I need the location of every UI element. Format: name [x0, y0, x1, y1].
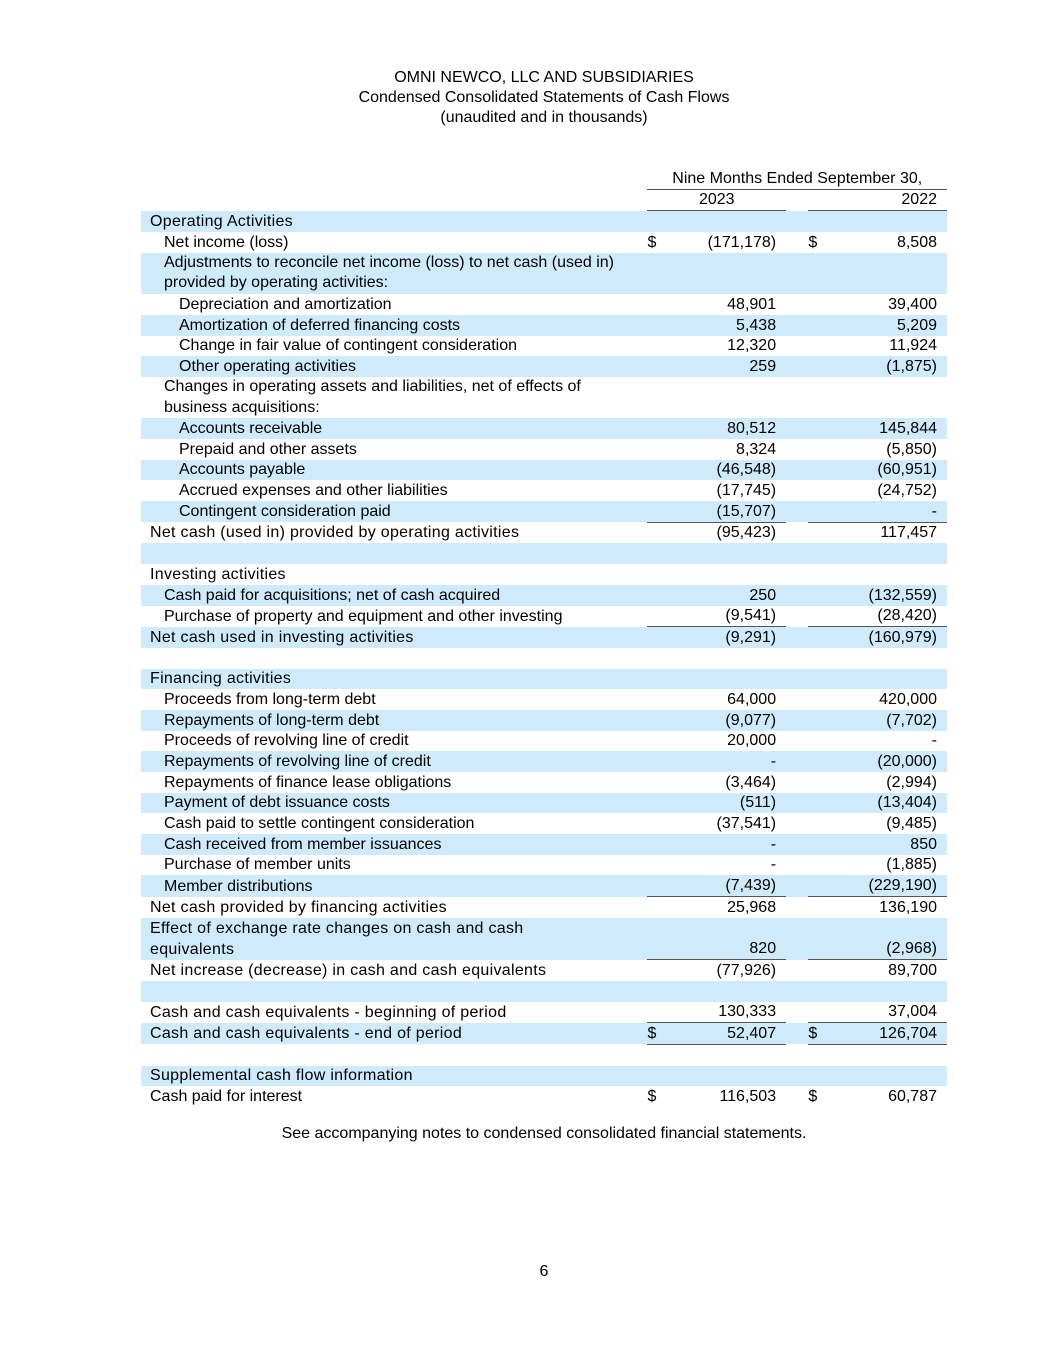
year-2022-header: 2022	[808, 189, 947, 211]
value-2022: (132,559)	[818, 585, 947, 606]
value-2022: (28,420)	[818, 606, 947, 627]
period-header-row	[141, 168, 947, 189]
row-label: Payment of debt issuance costs	[141, 793, 647, 814]
row-label: Repayments of finance lease obligations	[164, 773, 452, 791]
row-label: Accrued expenses and other liabilities	[179, 482, 448, 500]
value-2023: 80,512	[657, 418, 786, 439]
operating-total-label: Net cash (used in) provided by operating activities	[150, 524, 520, 542]
table-row	[141, 793, 947, 814]
fx-effect-label-line2: equivalents	[141, 939, 647, 960]
table-row	[141, 232, 947, 253]
currency-symbol: $	[808, 1023, 818, 1045]
fx-effect-label-line1: Effect of exchange rate changes on cash and cash	[141, 918, 647, 939]
interest-label: Cash paid for interest	[150, 1088, 303, 1105]
value-2023: 116,503	[719, 1088, 777, 1105]
table-row	[141, 813, 947, 834]
table-row	[141, 834, 947, 855]
supplemental-heading: Supplemental cash flow information	[141, 1066, 647, 1087]
table-row	[141, 585, 947, 606]
value-2022: 8,508	[896, 233, 937, 251]
row-label: Change in fair value of contingent consideration	[179, 337, 517, 355]
cash-end-label: Cash and cash equivalents - end of period	[141, 1023, 647, 1045]
section-heading-row	[141, 1066, 947, 1087]
currency-symbol: $	[647, 233, 657, 251]
value-2023: 259	[657, 356, 786, 377]
value-2022: 145,844	[818, 418, 947, 439]
value-2022: (9,485)	[886, 815, 937, 833]
row-label: Member distributions	[141, 875, 647, 896]
subheading-row	[141, 253, 947, 294]
table-row	[141, 315, 947, 336]
total-row	[141, 1023, 947, 1045]
value-2023: 8,324	[736, 440, 777, 458]
total-row	[141, 522, 947, 543]
table-row	[141, 772, 947, 793]
value-2023: (7,439)	[657, 875, 786, 896]
row-label: Cash received from member issuances	[141, 834, 647, 855]
table-row	[141, 439, 947, 460]
value-2023: 52,407	[657, 1023, 786, 1045]
spacer-row	[141, 543, 947, 564]
table-row	[141, 480, 947, 501]
value-2023: 820	[657, 939, 786, 960]
row-label: Accounts receivable	[141, 418, 647, 439]
financing-total-label: Net cash provided by financing activities	[150, 898, 447, 916]
row-label: Proceeds from long-term debt	[164, 690, 376, 708]
value-2022: 37,004	[818, 1002, 947, 1023]
value-2023: 64,000	[727, 690, 777, 708]
value-2023: 5,438	[657, 315, 786, 336]
value-2022: (2,968)	[818, 939, 947, 960]
adjustments-heading: Adjustments to reconcile net income (loss) to net cash (used in) provided by operating activities:	[141, 253, 647, 294]
value-2023: 25,968	[727, 898, 777, 916]
value-2022: 420,000	[879, 690, 937, 708]
value-2023: -	[657, 751, 786, 772]
row-label: Repayments of long-term debt	[141, 710, 647, 731]
value-2022: (2,994)	[886, 773, 937, 791]
table-row	[141, 418, 947, 439]
table-row	[141, 751, 947, 772]
value-2023: (3,464)	[725, 773, 777, 791]
currency-symbol: $	[647, 1088, 657, 1105]
value-2023: (95,423)	[716, 524, 777, 542]
value-2023: -	[657, 834, 786, 855]
value-2022: 89,700	[888, 961, 937, 979]
total-row	[141, 627, 947, 648]
row-label: Accounts payable	[141, 460, 647, 481]
spacer-row	[141, 981, 947, 1002]
row-label: Other operating activities	[141, 356, 647, 377]
year-2023-header: 2023	[647, 189, 786, 211]
subheading-row	[141, 377, 947, 418]
value-2023: (511)	[657, 793, 786, 814]
fx-effect-row	[141, 939, 947, 960]
value-2022: (7,702)	[818, 710, 947, 731]
value-2023: 20,000	[727, 732, 777, 750]
total-row	[141, 960, 947, 981]
row-label: Repayments of revolving line of credit	[141, 751, 647, 772]
table-row	[141, 710, 947, 731]
value-2022: (5,850)	[886, 440, 937, 458]
table-row	[141, 460, 947, 481]
value-2023: (9,291)	[657, 627, 786, 648]
table-row	[141, 356, 947, 377]
table-row	[141, 1002, 947, 1023]
value-2022: 60,787	[888, 1088, 937, 1105]
financing-heading: Financing activities	[141, 669, 647, 690]
value-2022: (229,190)	[818, 875, 947, 896]
value-2022: (1,875)	[818, 356, 947, 377]
currency-symbol: $	[647, 1023, 657, 1045]
row-label: Cash paid for acquisitions; net of cash acquired	[141, 585, 647, 606]
net-change-label: Net increase (decrease) in cash and cash equivalents	[150, 961, 547, 979]
table-row	[141, 875, 947, 896]
value-2023: -	[770, 856, 777, 874]
spacer-row	[141, 1044, 947, 1065]
row-label: Purchase of property and equipment and other investing	[164, 607, 563, 625]
value-2022: (160,979)	[818, 627, 947, 648]
row-label: Prepaid and other assets	[179, 440, 357, 458]
row-label: Depreciation and amortization	[179, 295, 392, 313]
table-row	[141, 294, 947, 315]
value-2022: 117,457	[880, 524, 937, 542]
value-2023: (15,707)	[657, 501, 786, 522]
operating-heading: Operating Activities	[141, 211, 647, 232]
value-2023: (9,077)	[657, 710, 786, 731]
cash-begin-label: Cash and cash equivalents - beginning of period	[150, 1003, 507, 1021]
value-2022: (24,752)	[877, 482, 937, 500]
value-2023: (46,548)	[657, 460, 786, 481]
value-2022: (1,885)	[886, 856, 937, 874]
value-2023: 48,901	[727, 295, 777, 313]
statement-header	[0, 68, 1055, 128]
statement-subtitle: (unaudited and in thousands)	[440, 109, 648, 126]
value-2023: 12,320	[727, 337, 777, 355]
value-2023: (17,745)	[716, 482, 777, 500]
period-header: Nine Months Ended September 30,	[647, 168, 947, 189]
currency-symbol: $	[808, 233, 818, 251]
value-2023: 130,333	[657, 1002, 786, 1023]
section-heading-row	[141, 211, 947, 232]
value-2022: (13,404)	[818, 793, 947, 814]
value-2022: 5,209	[818, 315, 947, 336]
year-header-row	[141, 189, 947, 211]
row-label: Net income (loss)	[164, 233, 289, 251]
value-2023: (37,541)	[716, 815, 777, 833]
currency-symbol: $	[808, 1088, 818, 1105]
value-2022: -	[818, 501, 947, 522]
value-2023: (171,178)	[707, 233, 777, 251]
fx-effect-row-line1	[141, 918, 947, 939]
spacer-row	[141, 648, 947, 669]
value-2022: (20,000)	[818, 751, 947, 772]
table-row	[141, 336, 947, 357]
value-2023: (9,541)	[657, 606, 786, 627]
section-heading-row	[141, 564, 947, 585]
table-row	[141, 855, 947, 876]
table-row	[141, 731, 947, 752]
page-number: 6	[539, 1263, 549, 1280]
row-label: Cash paid to settle contingent consideration	[164, 815, 475, 833]
investing-total-label: Net cash used in investing activities	[141, 627, 647, 648]
total-row	[141, 897, 947, 918]
table-row	[141, 501, 947, 522]
row-label: Contingent consideration paid	[141, 501, 647, 522]
investing-heading: Investing activities	[150, 565, 286, 583]
footnote: See accompanying notes to condensed consolidated financial statements.	[281, 1125, 807, 1142]
value-2022: 136,190	[879, 898, 937, 916]
table-row	[141, 689, 947, 710]
row-label: Proceeds of revolving line of credit	[164, 732, 409, 750]
value-2022: -	[931, 732, 937, 750]
value-2022: 39,400	[888, 295, 937, 313]
row-label: Purchase of member units	[164, 856, 351, 874]
value-2022: 11,924	[889, 337, 937, 355]
table-row	[141, 1086, 947, 1107]
value-2023: (77,926)	[716, 961, 777, 979]
value-2022: (60,951)	[818, 460, 947, 481]
value-2023: 250	[657, 585, 786, 606]
row-label: Amortization of deferred financing costs	[141, 315, 647, 336]
cash-flow-table	[141, 168, 947, 1107]
statement-title: Condensed Consolidated Statements of Cash Flows	[358, 89, 730, 106]
changes-heading: Changes in operating assets and liabilities, net of effects of business acquisitions:	[164, 377, 581, 416]
value-2022: 126,704	[818, 1023, 947, 1045]
company-name: OMNI NEWCO, LLC AND SUBSIDIARIES	[394, 69, 694, 86]
table-row	[141, 606, 947, 627]
section-heading-row	[141, 669, 947, 690]
value-2022: 850	[818, 834, 947, 855]
